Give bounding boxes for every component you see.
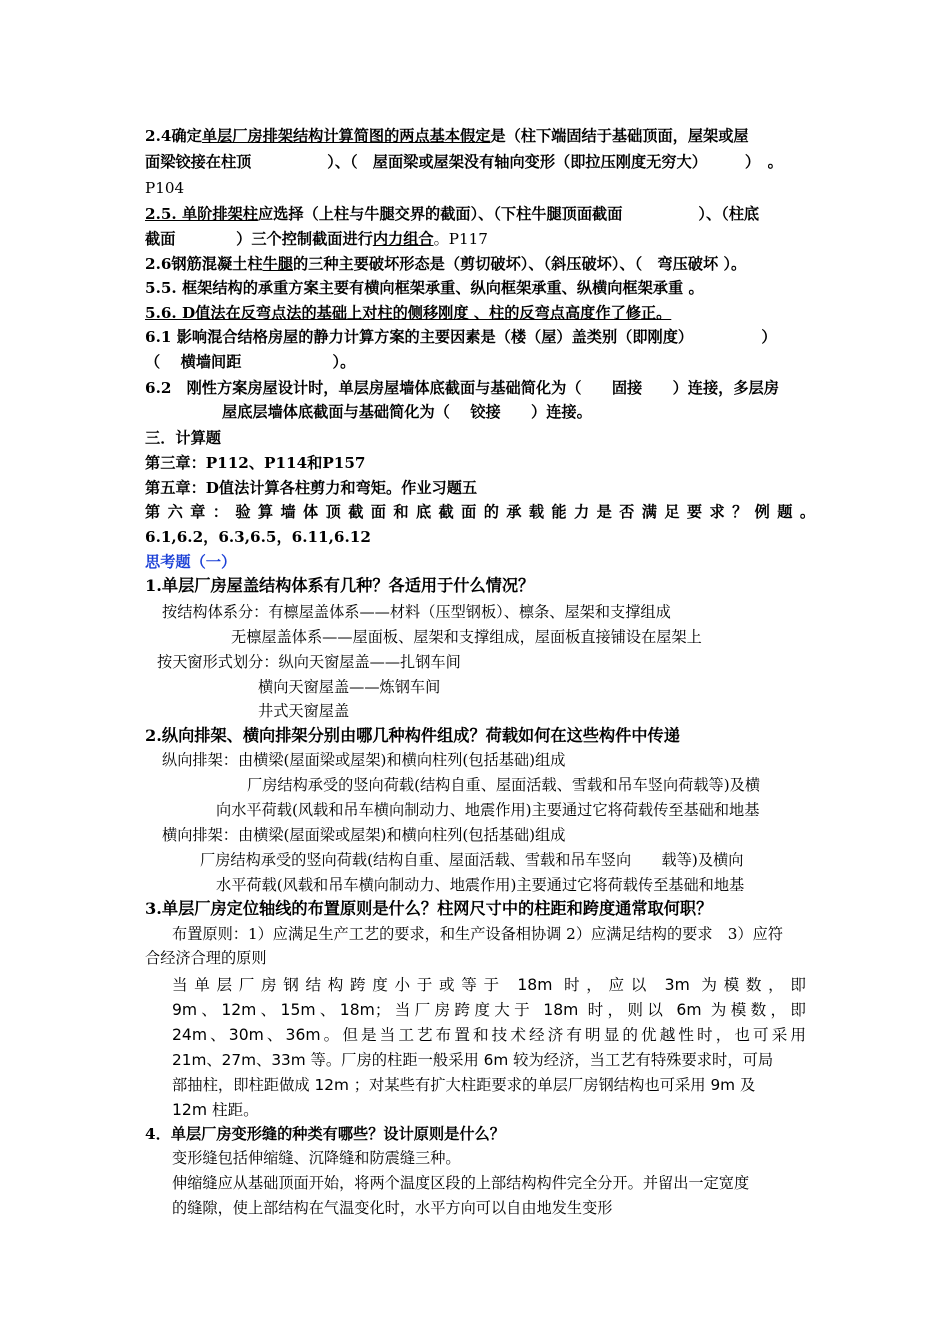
text-line: 2.5. 单阶排架柱应选择（上柱与牛腿交界的截面）、（下柱牛腿顶面截面 ）、（柱底 bbox=[145, 205, 760, 223]
text-line: 纵向排架：由横梁(屋面梁或屋架)和横向柱列(包括基础)组成 bbox=[162, 751, 566, 769]
text-line: 2.4确定单层厂房排架结构计算简图的两点基本假定是（柱下端固结于基础顶面，屋架或屋 bbox=[145, 127, 749, 145]
text-line: 21m、27m、33m 等。厂房的柱距一般采用 6m 较为经济，当工艺有特殊要求时，可局 bbox=[172, 1051, 774, 1069]
text-line: 井式天窗屋盖 bbox=[258, 702, 350, 720]
text-line: 水平荷载(风载和吊车横向制动力、地震作用)主要通过它将荷载传至基础和地基 bbox=[216, 876, 745, 894]
text-line: 合经济合理的原则 bbox=[145, 949, 267, 967]
text-line: 无檩屋盖体系——屋面板、屋架和支撑组成，屋面板直接铺设在屋架上 bbox=[231, 628, 702, 646]
text-line: 厂房结构承受的竖向荷载(结构自重、屋面活载、雪载和吊车竖向荷载等)及横 bbox=[247, 776, 761, 794]
text-line: （ 横墙间距 ）。 bbox=[145, 353, 356, 371]
text-line: 9m、12m、15m、18m；当厂房跨度大于 18m 时，则以 6m 为模数，即 bbox=[172, 1001, 806, 1019]
question-heading: 4．单层厂房变形缝的种类有哪些？设计原则是什么？ bbox=[145, 1125, 505, 1143]
text-line: 屋底层墙体底截面与基础简化为（ 铰接 ）连接。 bbox=[222, 403, 592, 421]
text-line: 部抽柱，即柱距做成 12m ；对某些有扩大柱距要求的单层厂房钢结构也可采用 9m 及 bbox=[172, 1076, 756, 1094]
text-line: 变形缝包括伸缩缝、沉降缝和防震缝三种。 bbox=[172, 1149, 461, 1167]
text-line: 5.5. 框架结构的承重方案主要有横向框架承重、纵向框架承重、纵横向框架承重 。 bbox=[145, 279, 704, 297]
text-line: 当单层厂房钢结构跨度小于或等于 18m 时，应以 3m 为模数，即 bbox=[172, 976, 806, 994]
question-heading: 1.单层厂房屋盖结构体系有几种？各适用于什么情况？ bbox=[145, 576, 535, 595]
text-line: 横向天窗屋盖——炼钢车间 bbox=[258, 678, 441, 696]
text-line: 按结构体系分：有檩屋盖体系——材料（压型钢板）、檩条、屋架和支撑组成 bbox=[162, 603, 671, 621]
text-line: P104 bbox=[145, 179, 185, 197]
text-line: 第五章：D值法计算各柱剪力和弯矩。作业习题五 bbox=[145, 479, 478, 497]
text-line: 12m 柱距。 bbox=[172, 1101, 259, 1119]
text-line: 6.2 刚性方案房屋设计时，单层房屋墙体底截面与基础简化为（ 固接 ）连接，多层房 bbox=[145, 379, 779, 397]
text-line: 2.6钢筋混凝土柱牛腿的三种主要破坏形态是（剪切破坏）、（斜压破坏）、（ 弯压破坏 ）。 bbox=[145, 255, 747, 273]
text-line: 横向排架：由横梁(屋面梁或屋架)和横向柱列(包括基础)组成 bbox=[162, 826, 566, 844]
text-line: 6.1,6.2，6.3,6.5，6.11,6.12 bbox=[145, 528, 371, 546]
text-line: 6.1 影响混合结格房屋的静力计算方案的主要因素是（楼（屋）盖类别（即刚度） ） bbox=[145, 328, 777, 346]
text-line: 的缝隙，使上部结构在气温变化时，水平方向可以自由地发生变形 bbox=[172, 1199, 613, 1217]
text-line: 按天窗形式划分：纵向天窗屋盖——扎钢车间 bbox=[157, 653, 461, 671]
text-line: 5.6. D值法在反弯点法的基础上对柱的侧移刚度 、柱的反弯点高度作了修正。 bbox=[145, 304, 672, 322]
text-line: 向水平荷载(风载和吊车横向制动力、地震作用)主要通过它将荷载传至基础和地基 bbox=[216, 801, 760, 819]
text-line: 24m、30m、36m。但是当工艺布置和技术经济有明显的优越性时，也可采用 bbox=[172, 1026, 806, 1044]
text-line: 厂房结构承受的竖向荷载(结构自重、屋面活载、雪载和吊车竖向 载等)及横向 bbox=[200, 851, 744, 869]
text-line: 第六章：验算墙体顶截面和底截面的承载能力是否满足要求？例题。 bbox=[145, 503, 815, 521]
text-line: 布置原则：1）应满足生产工艺的要求，和生产设备相协调 2）应满足结构的要求 3）应符 bbox=[172, 925, 783, 943]
text-line: 第三章：P112、P114和P157 bbox=[145, 454, 366, 472]
section-heading: 三．计算题 bbox=[145, 429, 221, 447]
question-heading: 3.单层厂房定位轴线的布置原则是什么？柱网尺寸中的柱距和跨度通常取何职？ bbox=[145, 899, 713, 918]
text-line: 截面 ）三个控制截面进行内力组合。P117 bbox=[145, 230, 488, 248]
text-line: 面梁铰接在柱顶 ）、（ 屋面梁或屋架没有轴向变形（即拉压刚度无穷大） ） 。 bbox=[145, 153, 783, 171]
text-line: 伸缩缝应从基础顶面开始，将两个温度区段的上部结构构件完全分开。并留出一定宽度 bbox=[172, 1174, 750, 1192]
section-heading: 思考题（一） bbox=[145, 553, 237, 571]
question-heading: 2.纵向排架、横向排架分别由哪几种构件组成？荷载如何在这些构件中传递 bbox=[145, 726, 680, 745]
